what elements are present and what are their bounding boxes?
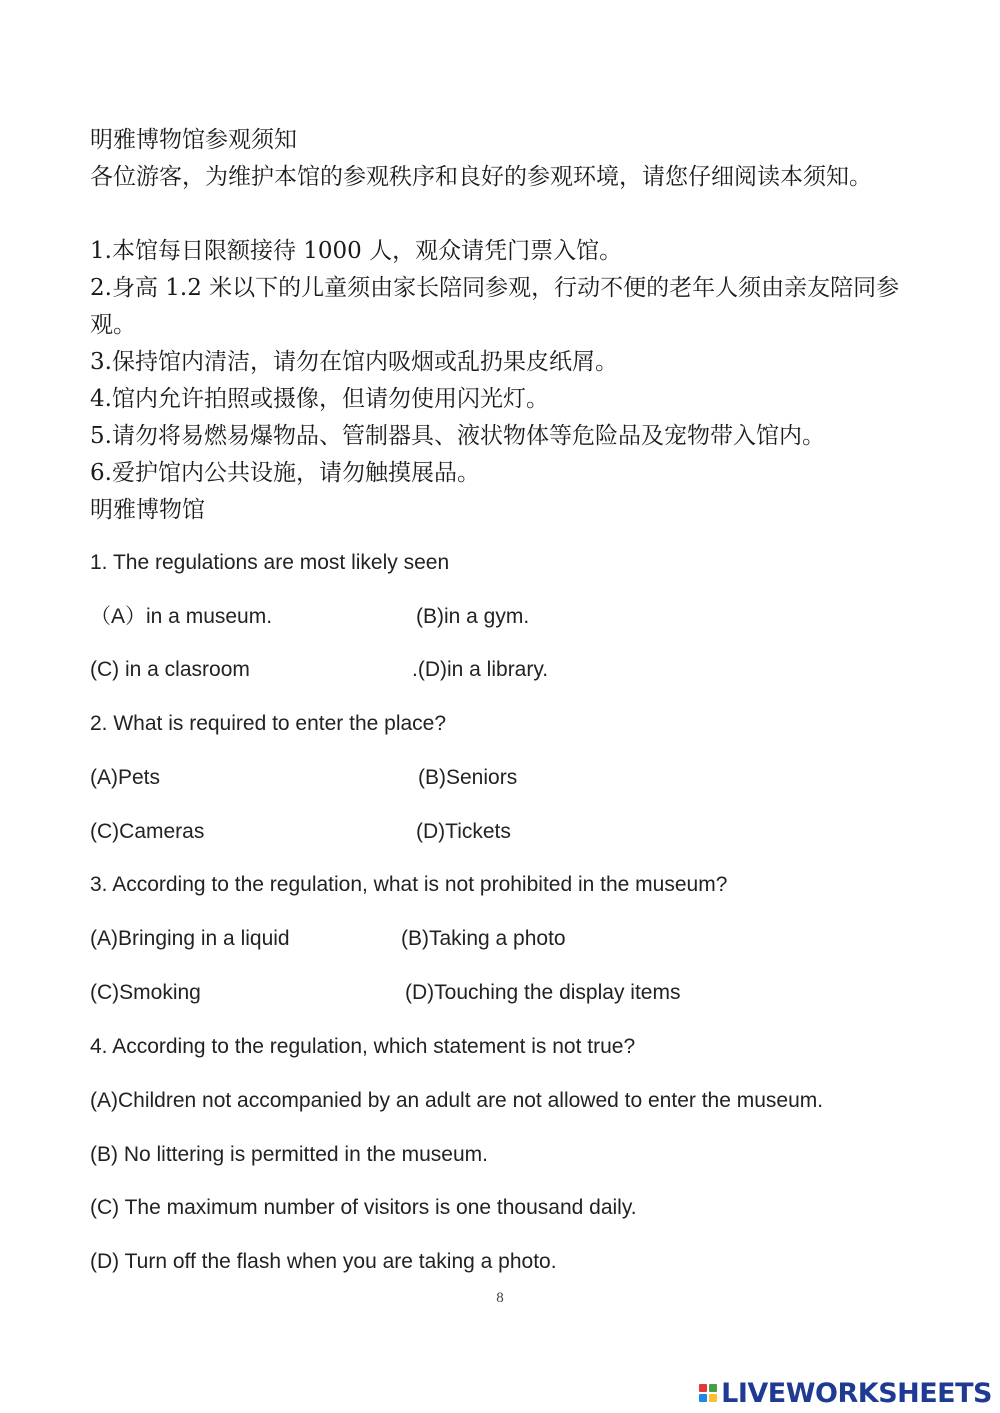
notice-signature: 明雅博物馆 [90, 497, 205, 523]
question-1-option-c[interactable]: (C) in a clasroom [90, 658, 250, 681]
question-4-option-d[interactable]: (D) Turn off the flash when you are taking a photo. [90, 1250, 557, 1273]
notice-intro: 各位游客，为维护本馆的参观秩序和良好的参观环境，请您仔细阅读本须知。 [90, 164, 872, 190]
logo-square-yellow [709, 1394, 717, 1402]
question-4-prompt: 4. According to the regulation, which statement is not true? [90, 1035, 636, 1058]
question-4-option-a[interactable]: (A)Children not accompanied by an adult are not allowed to enter the museum. [90, 1089, 824, 1112]
question-1-option-a[interactable]: （A）in a museum. [90, 605, 273, 628]
question-2-option-c[interactable]: (C)Cameras [90, 820, 205, 843]
question-2-prompt: 2. What is required to enter the place? [90, 712, 447, 735]
page-number: 8 [496, 1290, 504, 1306]
question-3-option-a[interactable]: (A)Bringing in a liquid [90, 927, 290, 950]
notice-rule-3: 3.保持馆内清洁，请勿在馆内吸烟或乱扔果皮纸屑。 [90, 349, 618, 375]
question-2-option-a[interactable]: (A)Pets [90, 766, 161, 789]
question-4-option-b[interactable]: (B) No littering is permitted in the museum. [90, 1143, 488, 1166]
liveworksheets-logo-icon [699, 1384, 717, 1402]
liveworksheets-logo [699, 1378, 992, 1408]
liveworksheets-logo-text: LIVEWORKSHEETS [721, 1377, 992, 1409]
question-3-option-b[interactable]: (B)Taking a photo [401, 927, 566, 950]
logo-square-blue [699, 1394, 707, 1402]
question-2-option-d[interactable]: (D)Tickets [416, 820, 511, 843]
notice-rule-4: 4.馆内允许拍照或摄像，但请勿使用闪光灯。 [90, 386, 549, 412]
notice-rule-2: 2.身高 1.2 米以下的儿童须由家长陪同参观，行动不便的老年人须由亲友陪同参观。 [90, 275, 900, 338]
notice-rule-5: 5.请勿将易燃易爆物品、管制器具、液状物体等危险品及宠物带入馆内。 [90, 423, 825, 449]
question-1-option-d[interactable]: .(D)in a library. [412, 658, 549, 681]
question-1-prompt: 1. The regulations are most likely seen [90, 551, 450, 574]
question-3-prompt: 3. According to the regulation, what is not prohibited in the museum? [90, 873, 728, 896]
notice-rule-1: 1.本馆每日限额接待 1000 人，观众请凭门票入馆。 [90, 238, 623, 264]
logo-square-green [709, 1384, 717, 1392]
question-3-option-d[interactable]: (D)Touching the display items [405, 981, 681, 1004]
notice-rule-6: 6.爱护馆内公共设施，请勿触摸展品。 [90, 460, 480, 486]
notice-title: 明雅博物馆参观须知 [90, 127, 297, 153]
question-1-option-b[interactable]: (B)in a gym. [416, 605, 530, 628]
question-4-option-c[interactable]: (C) The maximum number of visitors is one thousand daily. [90, 1196, 637, 1219]
logo-square-red [699, 1384, 707, 1392]
question-3-option-c[interactable]: (C)Smoking [90, 981, 201, 1004]
question-2-option-b[interactable]: (B)Seniors [418, 766, 518, 789]
